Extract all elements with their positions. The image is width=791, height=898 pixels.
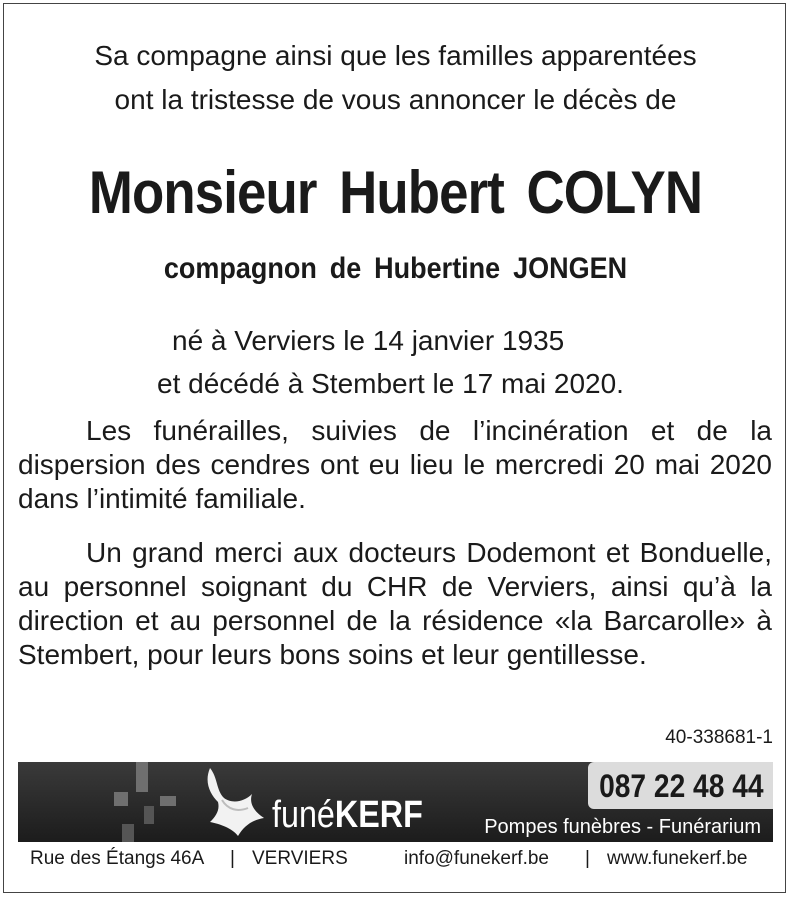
decor-square — [144, 806, 154, 824]
phone-number: 087 22 48 44 — [599, 768, 764, 804]
brand-logo-text: funéKERF — [272, 794, 423, 836]
intro-line-1: Sa compagne ainsi que les familles apparentées — [94, 40, 697, 71]
footer-separator: | — [230, 848, 235, 869]
decor-square — [136, 762, 148, 792]
footer-separator: | — [585, 848, 590, 869]
funeral-paragraph: Les funérailles, suivies de l’incinération et de la dispersion des cendres ont eu lieu le mercredi 20 mai 2020 dans l’intimité familiale. — [18, 415, 772, 514]
reference-number: 40-338681-1 — [665, 727, 773, 748]
email-link[interactable]: info@funekerf.be — [404, 848, 549, 869]
city-text: VERVIERS — [252, 848, 348, 869]
birth-line: né à Verviers le 14 janvier 1935 — [172, 325, 565, 356]
death-line: et décédé à Stembert le 17 mai 2020. — [157, 368, 624, 399]
decor-square — [114, 792, 128, 806]
dove-icon — [198, 764, 268, 840]
deceased-name: Monsieur Hubert COLYN — [88, 159, 703, 226]
companion-line: compagnon de Hubertine JONGEN — [163, 252, 628, 285]
decor-square — [122, 824, 134, 842]
decor-square — [160, 796, 176, 806]
funeral-home-banner — [18, 762, 773, 842]
service-line: Pompes funèbres - Funérarium — [484, 816, 761, 838]
address-text: Rue des Étangs 46A — [30, 848, 205, 869]
thanks-paragraph: Un grand merci aux docteurs Dodemont et Bonduelle, au personnel soignant du CHR de Verviers, ainsi qu’à la direction et au personnel de la résidence «la Barcarolle» à Stembert, pour leurs bons soins et leur gentillesse. — [18, 537, 772, 670]
phone-box — [588, 762, 773, 809]
intro-line-2: ont la tristesse de vous annoncer le décès de — [114, 84, 677, 115]
website-link[interactable]: www.funekerf.be — [607, 848, 748, 869]
